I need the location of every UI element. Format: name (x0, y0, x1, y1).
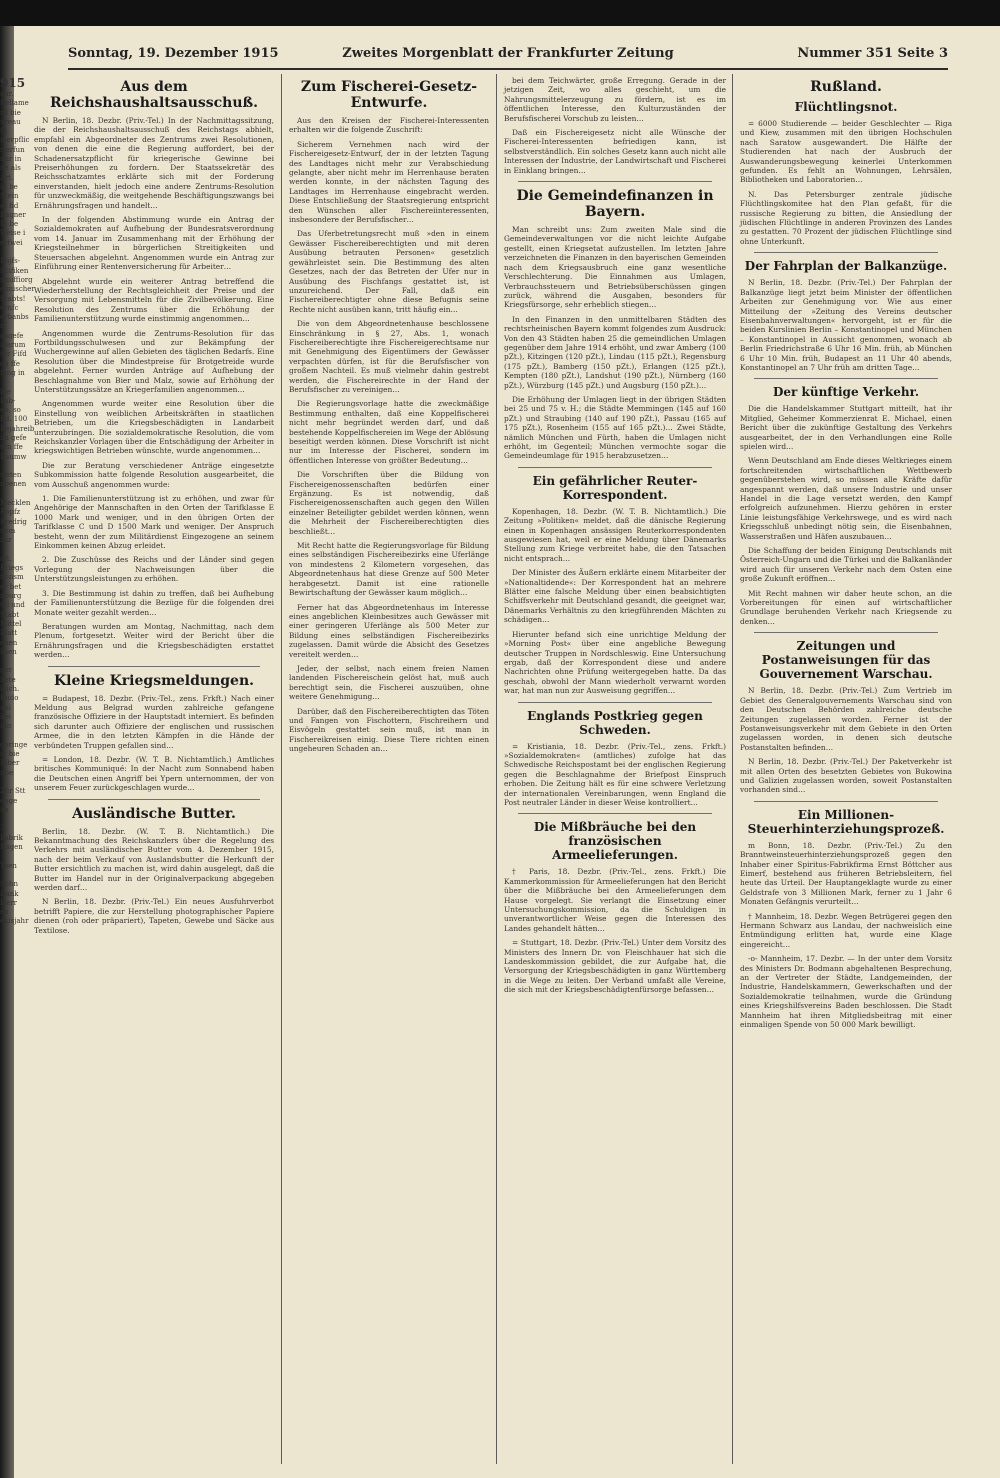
cut-text-fragment: ekisjahr (0, 917, 29, 926)
cut-text-fragment: en (0, 908, 9, 917)
cut-text-fragment: en ffe (0, 359, 20, 368)
paragraph: Hierunter befand sich eine unrichtige Meldung der »Morning Post« über eine angebliche Bewegung deutscher Truppen in Nordschleswig. Eine Untersuchung ergab, daß der Korrespondent diese und andere Nachrichten ohne Prüfung weitergegeben hatte. Da das geschah, obwohl der Mann wiederholt verwarnt worden war, hat man nun zur Ausweisung gegriffen… (504, 629, 726, 696)
article-body (34, 694, 274, 793)
paragraph: = 6000 Studierende — beider Geschlechter — Riga und Kiew, zusammen mit den übrigen Hochschulen nach Saratow ausgewandert. Die Hälfte der Studierenden hat nach der Ausbruch der Auswanderungsbewegung keinerlei Unterkommen gefunden. Es fehlt an Wohnungen, Lehrsälen, Bibliotheken und Laboratorien… (740, 119, 952, 185)
cut-text-fragment: Stabts! (0, 294, 26, 303)
paragraph: N Berlin, 18. Dezbr. (Priv.-Tel.) Ein neues Ausfuhrverbot betrifft Papiere, die zur Herstellung photographischer Papiere dienen (roh oder präpariert), Tapeten, Gewebe und Säcke aus Textilose. (34, 897, 274, 935)
cut-text-fragment: Stabt (0, 610, 20, 619)
article-headline: Die Mißbräuche bei den französischen Armeelieferungen. (533, 820, 697, 863)
cut-text-fragment: Kriegs (0, 564, 24, 573)
paragraph: = Kristiania, 18. Dezbr. (Priv.-Tel., zens. Frkft.) »Sozialdemokraten« (amtliches) zufolge hat das Schwedische Reichspostamt bei der englischen Regierung gegen die Beschlagnahme der Briefpost Einspruch erhoben. Die Zeitung hält es für eine schwere Verletzung der internationalen Vereinbarungen, wenn England die Post neutraler Länder in dieser Weise kontrolliert… (504, 741, 726, 807)
paragraph: m Bonn, 18. Dezbr. (Priv.-Tel.) Zu den Branntweinsteuerhinterziehungsprozeß gegen den Inhaber einer Spiritus-Fabrikfirma Ernst Böttcher aus Eimerf, bestehend aus früheren Betriebsleitern, fiel heute das Urteil. Der Hauptangeklagte wurde zu einer Geldstrafe von 3 Millionen Mark, ferner zu 1 Jahr 6 Monaten Gefängnis verurteilt… (740, 840, 952, 907)
paragraph: N Berlin, 18. Dezbr. (Priv.-Tel.) Der Paketverkehr ist mit allen Orten des besetzten Gebietes von Bukowina und Galizien zugelassen worden, soweit Postanstalten vorhanden sind… (740, 757, 952, 795)
paragraph: † Mannheim, 18. Dezbr. Wegen Betrügerei gegen den Hermann Schwarz aus Landau, der nachweislich eine Entmündigung erlitten hat, wurde eine Klage eingereicht… (740, 911, 952, 949)
paragraph: -o- Mannheim, 17. Dezbr. — In der unter dem Vorsitz des Ministers Dr. Bodmann abgehaltenen Besprechung, an der Vertreter der Städte, Landgemeinden, der Industrie, Handelskammern, Gewerkschaften und der Sozialdemokratie teilnahmen, wurde die Gründung eines Kriegshilfsvereins Baden beschlossen. Die Stadt Mannheim hat ihren Mitgliedsbeitrag mit einer einmaligen Spende von 50 000 Mark bewilligt. (740, 954, 952, 1030)
article-divider (754, 378, 938, 379)
cut-text-fragment: ne als (0, 164, 21, 173)
paragraph: Aus den Kreisen der Fischerei-Interessenten erhalten wir die folgende Zuschrift: (289, 116, 489, 135)
paragraph: Beratungen wurden am Montag, Nachmittag, nach dem Plenum, fortgesetzt. Weiter wird der Bericht über die Ernährungsfragen und die Kriegsbeschädigten erstattet werden… (34, 621, 274, 660)
cut-text-fragment: fang in (0, 368, 25, 377)
cut-text-fragment: Mecklen (0, 499, 31, 508)
article-headline: Rußland. (810, 79, 882, 95)
cut-text-fragment: nur in (0, 155, 22, 164)
paragraph: † Paris, 18. Dezbr. (Priv.-Tel., zens. Frkft.) Die Kammerkommission für Armeelieferungen hat den Bericht über die Mißbräuche bei den Armeelieferungen dem Hause vorgelegt. Sie verlangt die Einsetzung einer Untersuchungskommission, da die Schuldigen in unverantwortlicher Weise gegen die Interessen des Landes gehandelt hätten… (504, 867, 726, 933)
article-divider (754, 801, 938, 802)
cut-text-fragment: Ropfz (0, 508, 21, 517)
article-body (504, 76, 726, 175)
paragraph: Die zur Beratung verschiedener Anträge eingesetzte Subkommission hatte folgende Resolution ausgearbeitet, die vom Ausschuß angenommen wurde: (34, 460, 274, 489)
paragraph: N Berlin, 18. Dezbr. (Priv.-Tel.) In der Nachmittagssitzung, die der Reichshaushaltsausschuß des Reichstags abhielt, empfahl ein Abgeordneter des Zentrums zwei Resolutionen, von denen die eine die Regierung auffordert, bei der Schadenersatzpflicht für kriegerische Gewinne bei Preiserhöhungen zu fordern. Der Staatssekretär des Reichsschatzamtes erklärte sich mit der Forderung einverstanden, hielt jedoch eine andere Zentrums-Resolution für unzweckmäßig, die weitgehende Beschäftigungszwangs bei Ernährungsfragen und handelt… (34, 116, 274, 210)
paragraph: 2. Die Zuschüsse des Reichs und der Länder sind gegen Vorlegung der Nachweisungen über die Unterstützungsleistungen zu erhöhen. (34, 555, 274, 584)
cut-text-fragment: fionsm (0, 573, 24, 582)
paragraph: Der Minister des Äußern erklärte einem Mitarbeiter der »Nationaltidende«: Der Korrespondent hat an mehrere Blätter eine falsche Meldung über einen beabsichtigten Schiffsverkehr mit Deutschland gesandt, die geeignet war, Dänemarks Verhältnis zu den kriegführenden Mächten zu schädigen… (504, 568, 726, 625)
paragraph: Die die Handelskammer Stuttgart mitteilt, hat ihr Mitglied, Geheimer Kommerzienrat E. Michael, einen Bericht über die zukünftige Gestaltung des Verkehrs ausgearbeitet, der in den Verhandlungen eine Rolle spielen wird… (740, 404, 952, 451)
article-body (740, 841, 952, 1030)
paragraph: 1. Die Familienunterstützung ist zu erhöhen, und zwar für Angehörige der Mannschaften in den Orten der Tarifklasse E 1000 Mark und weniger, und in den übrigen Orten der Tarifklasse C und D 1500 Mark und weniger. Der Anspruch besteht, wenn der zum Militärdienst Eingezogene an seinem Einkommen keinen Abzug erleidet. (34, 494, 274, 551)
paragraph: Berlin, 18. Dezbr. (W. T. B. Nichtamtlich.) Die Bekanntmachung des Reichskanzlers über die Regelung des Verkehrs mit ausländischer Butter vom 4. Dezember 1915, nach der beim Verkauf von Auslandsbutter die Herkunft der Butter ersichtlich zu machen ist, wird dahin ausgelegt, daß die Butter im Handel nur in der Originalverpackung abgegeben werden darf… (34, 826, 274, 893)
paragraph: Daß ein Fischereigesetz nicht alle Wünsche der Fischerei-Interessenten befriedigen kann, ist selbstverständlich. Ein solches Gesetz kann auch nicht alle Interessen der Industrie, der Landwirtschaft und Fischerei in Einklang bringen… (504, 128, 726, 175)
cut-text-fragment: nbe (0, 768, 14, 777)
cut-text-fragment: ureau fü (0, 117, 21, 136)
cut-text-fragment: enen (0, 638, 18, 647)
article-divider (48, 666, 260, 667)
cut-text-fragment: Zür Stt (0, 787, 26, 796)
article-body (740, 404, 952, 626)
cut-text-fragment: ahi (0, 703, 11, 712)
cut-text-fragment: Stein (0, 192, 19, 201)
cut-text-fragment: im gefe (0, 433, 27, 442)
cut-text-fragment: 3 Fabrik (0, 824, 23, 842)
cut-text-fragment (0, 852, 28, 861)
paragraph: Sicherem Vernehmen nach wird der Fischereigesetz-Entwurf, der in der letzten Tagung des Landtages nicht mehr zur Verabschiedung gelangte, aber nicht mehr im Herrenhause beraten werden konnte, in der nächsten Tagung des Landtages im Herrenhause eingebracht werden. Diese Entschließung der Staatsregierung entspricht den Wünschen aller Fischereiinteressenten, insbesondere der Berufsfischer… (289, 139, 489, 225)
cut-text-fragment: eb, so (0, 406, 21, 415)
article-headline: Der Fahrplan der Balkanzüge. (744, 259, 948, 274)
cut-text-fragment: Fredrig (0, 517, 27, 526)
article-divider (518, 181, 712, 182)
paragraph: N. Das Petersburger zentrale jüdische Flüchtlingskomitee hat den Plan gefaßt, für die russische Regierung zu bitten, die Ansiedlung der jüdischen Flüchtlinge in anderen Provinzen des Landes zu gestatten. 70 Prozent der jüdischen Flüchtlinge sind ohne Unterkunft. (740, 189, 952, 246)
cut-text-fragment: Baumw (0, 452, 27, 461)
paragraph: Abgelehnt wurde ein weiterer Antrag betreffend die Wiederherstellung der Rechtsgleichheit der Preise und der Versorgung mit Lebensmitteln für die Zivilbevölkerung. Eine Resolution des Zentrums über die Erhöhung der Familienunterstützung wurde einstimmig angenommen… (34, 276, 274, 324)
left-cut-column (0, 76, 35, 927)
cut-text-fragment: ter Fifd (0, 350, 27, 359)
article-headline: Ausländische Butter. (72, 805, 236, 822)
masthead-line (68, 46, 948, 68)
article-body (34, 827, 274, 935)
cut-text-fragment: Rudo (0, 694, 19, 703)
cut-text-fragment: Bejahreib (0, 424, 35, 433)
column-divider (281, 74, 282, 1464)
paper-name: Zweites Morgenblatt der Frankfurter Zeitung (342, 46, 674, 61)
cut-text-fragment: In be (0, 220, 19, 229)
cut-text-fragment (0, 462, 28, 471)
cut-text-fragment: bsen (0, 647, 17, 656)
cut-text-fragment: Dank (0, 889, 19, 898)
cut-text-fragment: idn (0, 722, 12, 731)
cut-text-fragment: r gsgefe (0, 322, 24, 340)
article-headline: Ein gefährlicher Reuter-Korrespondent. (532, 473, 698, 502)
paragraph: Jeder, der selbst, nach einem freien Namen landenden Fischereischein gelöst hat, muß auch berechtigt sein, die Fischerei auszuüben, ohne weitere Genehmigung… (289, 663, 489, 702)
cut-text-fragment: nem zur (0, 526, 16, 545)
cut-text-fragment (0, 731, 28, 740)
article-divider (754, 632, 938, 633)
paragraph: In der folgenden Abstimmung wurde ein Antrag der Sozialdemokraten auf Aufhebung der Bundesratsverordnung vom 14. Januar im Zusammenhang mit der Erhöhung der Kriegsteilnehmer in bürgerlichen Streitigkeiten und Steuersachen abgelehnt. Angenommen wurde ein Antrag zur Einführung einer Rentenversicherung für Arbeiter… (34, 215, 274, 272)
paragraph: Kopenhagen, 18. Dezbr. (W. T. B. Nichtamtlich.) Die Zeitung »Politiken« meldet, daß die dänische Regierung einen in Kopenhagen ansässigen Reuterkorrespondenten ausgewiesen hat, weil er eine Meldung über Dänemarks Stellung zum Kriege verbreitet habe, die den Tatsachen nicht entsprach… (504, 506, 726, 563)
paragraph: Die Schaffung der beiden Einigung Deutschlands mit Österreich-Ungarn und die Türkei und die Balkanländer wird auch für unseren Verkehr nach dem Osten eine große Zukunft eröffnen… (740, 546, 952, 584)
cut-text-fragment: rd bie (0, 108, 21, 117)
paragraph: In den Finanzen in den unmittelbaren Städten des rechtsrheinischen Bayern kommt folgendes zum Ausdruck: Von den 43 Städten haben 25 die gemeindlichen Umlagen gegenüber dem Jahre 1914 erhöht, und zwar Amberg (100 pZt.), Kitzingen (120 pZt.), Lindau (115 pZt.), Regensburg (175 pZt.), Bamberg (150 pZt.), Erlangen (125 pZt.), Kempten (180 pZt.), Landshut (190 pZt.), Nürnberg (160 pZt.), Würzburg (145 pZt.) und Augsburg (150 pZt.)… (504, 314, 726, 390)
issue-number: Nummer 351 Seite 3 (797, 46, 948, 61)
column-divider (732, 74, 733, 1464)
cut-text-fragment: Art. (0, 173, 14, 182)
article-divider (754, 252, 938, 253)
article-headline: Englands Postkrieg gegen Schweden. (527, 708, 703, 737)
cut-text-fragment: Weise i (0, 229, 26, 238)
scan-border (0, 0, 1000, 26)
cut-text-fragment: uburg (0, 592, 22, 601)
issue-date: Sonntag, 19. Dezember 1915 (68, 46, 279, 61)
article-body (504, 225, 726, 461)
cut-text-fragment: iß be (0, 182, 18, 191)
cut-text-fragment (0, 378, 28, 387)
paragraph: Die Vorschriften über die Bildung von Fischereigenossenschaften bedürfen einer Ergänzung. Es ist notwendig, daß Fischereigenossenschaften auch gegen den Willen einzelner Beteiligter gebildet werden können, wenn die Mehrheit der Fischereiberechtigten dies beschließt… (289, 470, 489, 536)
article-body (504, 507, 726, 696)
header-rule (68, 68, 948, 70)
cut-text-fragment: enge be (0, 796, 18, 814)
cut-text-fragment: geringe (0, 740, 28, 749)
column-1 (34, 76, 274, 940)
cut-text-fragment (0, 871, 28, 880)
column-divider (496, 74, 497, 1464)
paragraph: N Berlin, 18. Dezbr. (Priv.-Tel.) Der Fahrplan der Balkanzüge liegt jetzt beim Minister der öffentlichen Arbeiten zur Genehmigung vor. Wie aus einer Mitteilung der »Zeitung des Vereins deutscher Eisenbahnverwaltungen« hervorgeht, ist er für die beiden Kurslinien Berlin – Konstantinopel und München – Konstantinopel in Aussicht genommen, wonach ab Berlin Friedrichstraße 6 Uhr 16 Min. früh, ab München 6 Uhr 10 Min. früh, Budapest an 11 Uhr 40 abends, Konstantinopel an 7 Uhr früh am dritten Tage… (740, 278, 952, 372)
paragraph: Angenommen wurde die Zentrums-Resolution für das Fortbildungsschulwesen und zur Bekämpfung der Wuchergewinne auf allen Gebieten des täglichen Bedarfs. Eine Resolution über die Mindestpreise für Brotgetreide wurde abgelehnt. Ferner wurden Anträge auf Aufhebung der Beschlagnahme von Bier und Malz, sowie auf Erhöhung der Unterstützungssätze an Kriegerfamilien angenommen… (34, 328, 274, 394)
article-body (740, 686, 952, 794)
article-divider (518, 813, 712, 814)
cut-text-fragment: r erfun (0, 145, 25, 154)
cut-text-fragment: Biber (0, 759, 20, 768)
cut-text-fragment: Herr (0, 898, 17, 907)
paragraph: Mit Recht hatte die Regierungsvorlage für Bildung eines selbständigen Fischereibezirks eine Uferlänge von mindestens 2 Kilometern vorgesehen, das Abgeordnetenhaus hat diese Grenze auf 500 Meter herabgesetzt. Damit ist eine rationelle Bewirtschaftung der Gewässer kaum möglich… (289, 541, 489, 598)
cut-text-fragment (0, 778, 28, 787)
article-body (740, 119, 952, 246)
article-headline: Aus dem Reichshaushaltsausschuß. (49, 79, 259, 111)
column-2 (289, 76, 489, 759)
cut-text-fragment: eimischer (0, 285, 35, 294)
paragraph: = London, 18. Dezbr. (W. T. B. Nichtamtlich.) Amtliches britisches Kommuniqué: In der Nacht zum Sonnabend haben die Deutschen einen Angriff bei Ypern unternommen, der von unserem Feuer zurückgeschlagen wurde… (34, 754, 274, 793)
paragraph: Ferner hat das Abgeordnetenhaus im Interesse eines angeblichen Kleinbesitzes auch Gewässer mit einer geringeren Uferlänge als 500 Meter zur Bildung eines selbständigen Fischereibezirks zugelassen. Damit würde die Absicht des Gesetzes vereitelt werden… (289, 602, 489, 659)
cut-text-fragment (0, 546, 28, 555)
cut-text-fragment: Blatt (0, 629, 18, 638)
cut-text-fragment: hete (0, 675, 16, 684)
paragraph: Angenommen wurde weiter eine Resolution über die Einstellung von weiblichen Arbeitskräften in staatlichen Betrieben, um die Kriegsbeschädigten in Landarbeit unterzubringen. Die sozialdemokratische Resolution, die vom Reichskanzler Vorlagen über die Entschädigung der Arbeiter in kriegswichtigen Betrieben wünschte, wurde angenommen… (34, 399, 274, 456)
article-divider (518, 467, 712, 468)
cut-text-fragment: ten ffe (0, 443, 23, 452)
cut-text-fragment: Sohn (0, 880, 19, 889)
cut-text-fragment: Fd. 100 (0, 415, 28, 424)
article-body (504, 867, 726, 994)
article-headline: Ein Millionen-Steuerhinterziehungsprozeß. (747, 807, 945, 836)
article-divider (48, 799, 260, 800)
article-body (289, 116, 489, 754)
cut-text-fragment: bei (0, 712, 11, 721)
paragraph: N Berlin, 18. Dezbr. (Priv.-Tel.) Zum Vertrieb im Gebiet des Generalgouvernements Warschau sind von den Deutschen Behörden zahlreiche deutsche Zeitungen zugelassen worden. Ferner ist der Postanweisungsverkehr mit dem Gebiete in den Orten zugelassen worden, in denen sich deutsche Postanstalten befinden… (740, 686, 952, 752)
article-headline: Kleine Kriegsmeldungen. (53, 672, 255, 689)
cut-text-fragment: Mittel (0, 619, 22, 628)
cut-text-fragment: ahr. (0, 90, 14, 98)
paragraph: Die von dem Abgeordnetenhause beschlossene Einschränkung in § 27, Abs. 1, wonach Fischereiberechtigte ihre Fischereigerechtsame nur mit Genehmigung des Eigentümers der Gewässer verpachten dürfen, ist für die Berufsfischer von großem Nachteil. Es muß vielmehr dahin gestrebt werden, die Fischereirechte in der Hand der Berufsfischer zu vereinigen… (289, 319, 489, 394)
paragraph: Das Uferbetretungsrecht muß »den in einem Gewässer Fischereiberechtigten und mit deren Ausübung betrauten Personen« gesetzlich gewährleistet sein. Die Bestimmung des alten Gesetzes, nach der das Betreten der Ufer nur in Ausübung des Fischfangs gestattet ist, ist unzureichend. Der Fall, daß ein Fischereiberechtigter ohne diese Befugnis seine Rechte nicht ausüben kann, tritt häufig ein… (289, 229, 489, 314)
cut-text-fragment: Bojfs- (0, 257, 21, 266)
cut-text-fragment: aft. (0, 554, 12, 563)
article-headline: Der künftige Verkehr. (772, 385, 919, 400)
cut-text-fragment: sieten (0, 471, 22, 480)
cut-text-fragment: Ragen (0, 843, 23, 852)
cut-text-fragment: nmiffiorg (0, 275, 33, 284)
paragraph: = Stuttgart, 18. Dezbr. (Priv.-Tel.) Unter dem Vorsitz des Ministers des Innern Dr. von Fleischhauer hat sich die Landeskommission gebildet, die zur Aufgabe hat, die Versorgung der Kriegsbeschädigten in ganz Württemberg in die Wege zu leiten. Der Verband umfaßt alle Vereine, die sich mit der Kriegsbeschädigtenfürsorge befassen… (504, 938, 726, 995)
cut-text-fragment: er bet (0, 582, 22, 591)
paragraph: Darüber, daß den Fischereiberechtigten das Töten und Fangen von Fischottern, Fischreihern und Eisvögeln gestattet sein muß, ist man in Fischereikreisen einig. Diese Tiere richten einen ungeheuren Schaden an… (289, 706, 489, 754)
cut-text-fragment: ernfc (0, 303, 19, 312)
left-strip-top: 915 (0, 76, 26, 90)
paragraph: Die Regierungsvorlage hatte die zweckmäßige Bestimmung enthalten, daß eine Koppelfischerei nicht mehr begründet werden darf, und daß bestehende Koppelfischereien im Wege der Ablösung beseitigt werden können. Diese Vorschrift ist nicht nur im Interesse der Fischerei, sondern im öffentlichen Interesse von größter Bedeutung… (289, 399, 489, 465)
column-3 (504, 76, 726, 1000)
paragraph: bei dem Teichwärter, große Erregung. Gerade in der jetzigen Zeit, wo alles geschieht, um die Nahrungsmittelerzeugung zu fördern, ist es im öffentlichen Interesse, den Kulturzuständen der Berufsfischerei Vorschub zu leisten… (504, 76, 726, 123)
cut-text-fragment: bie Fab- (0, 387, 16, 405)
cut-text-fragment: ibarum (0, 341, 26, 350)
cut-text-fragment: nbenen (0, 480, 27, 489)
cut-text-fragment: et fid (0, 201, 19, 210)
article-body (34, 116, 274, 660)
paragraph: 3. Die Bestimmung ist dahin zu treffen, daß bei Aufhebung der Familienunterstützung die Bezüge für die folgenden drei Monate weiter gezahlt werden… (34, 588, 274, 617)
cut-text-fragment: Teen (0, 861, 17, 870)
article-divider (518, 702, 712, 703)
article-headline: Die Gemeindefinanzen in Bayern. (516, 188, 714, 221)
paragraph: Mit Recht mahnen wir daher heute schon, an die Vorbereitungen für einen auf wirtschaftlicher Grundlage beruhenden Verkehr nach Kriegsende zu denken… (740, 588, 952, 626)
cut-text-fragment: ficifiken (0, 266, 29, 275)
article-headline: Zeitungen und Postanweisungen für das Gouvernement Warschau. (759, 639, 933, 682)
cut-text-fragment: Bellame (0, 99, 29, 108)
article-body (740, 278, 952, 372)
cut-text-fragment: leich. (0, 685, 20, 693)
article-body (504, 742, 726, 808)
cut-text-fragment (0, 248, 28, 257)
cut-text-fragment: tel und (0, 601, 25, 610)
article-subheadline: Flüchtlingsnot. (794, 100, 898, 114)
paragraph: Wenn Deutschland am Ende dieses Weltkrieges einem fortschreitenden wirtschaftlichen Wettbewerb gegenüberstehen wird, so müssen alle Kräfte dafür angespannt werden, daß unsere Industrie und unser Handel in die Lage versetzt werden, den Kampf erfolgreich aufzunehmen. Hierzu gehören in erster Linie leistungsfähige Verkehrswege, und es wird nach Kriegsschluß unbedingt nötig sein, die Eisenbahnen, Wasserstraßen und Häfen auszubauen… (740, 456, 952, 541)
paragraph: Man schreibt uns: Zum zweiten Male sind die Gemeindeverwaltungen vor die nicht leichte Aufgabe gestellt, einen Kriegsetat aufzustellen. Im letzten Jahre verzeichneten die Finanzen in den bayerischen Gemeinden nach dem Kriegsausbruch eine ganz wesentliche Verschlechterung. Die Einnahmen aus Umlagen, Verbrauchssteuern und Betriebsüberschüssen gingen zurück, während die Ausgaben, besonders für Kriegsfürsorge, sehr erheblich stiegen… (504, 225, 726, 310)
cut-text-fragment: Bagner (0, 210, 26, 219)
cut-text-fragment: ger (0, 666, 12, 675)
paragraph: = Budapest, 18. Dezbr. (Priv.-Tel., zens. Frkft.) Nach einer Meldung aus Belgrad wurden zahlreiche gefangene französische Offiziere in der Hauptstadt interniert. Es befinden sich darunter auch Offiziere der englischen und russischen Armee, die in den letzten Kämpfen in die Hände der verbündeten Truppen gefallen sind… (34, 693, 274, 750)
cut-text-fragment (0, 815, 28, 824)
cut-text-fragment: ie bie (0, 750, 20, 759)
cut-text-fragment (0, 490, 28, 499)
article-headline: Zum Fischerei-Gesetz-Entwurfe. (300, 79, 478, 111)
cut-text-fragment: erbanbs (0, 313, 29, 322)
cut-text-fragment: merpflic (0, 136, 30, 145)
paragraph: Die Erhöhung der Umlagen liegt in der übrigen Städten bei 25 und 75 v. H.; die Städte Memmingen (145 auf 160 pZt.) und Straubing (140 auf 190 pZt.), Passau (165 auf 175 pZt.), Rosenheim (155 auf 165 pZt.)… Zwei Städte, nämlich München und Fürth, haben die Umlagen nicht erhöht, im Gegenteil; München vermochte sogar die Gemeindeumlage für 1915 herabzusetzen… (504, 394, 726, 461)
cut-text-fragment: erfwei (0, 238, 23, 247)
column-4 (740, 76, 952, 1034)
cut-text-fragment (0, 657, 28, 666)
